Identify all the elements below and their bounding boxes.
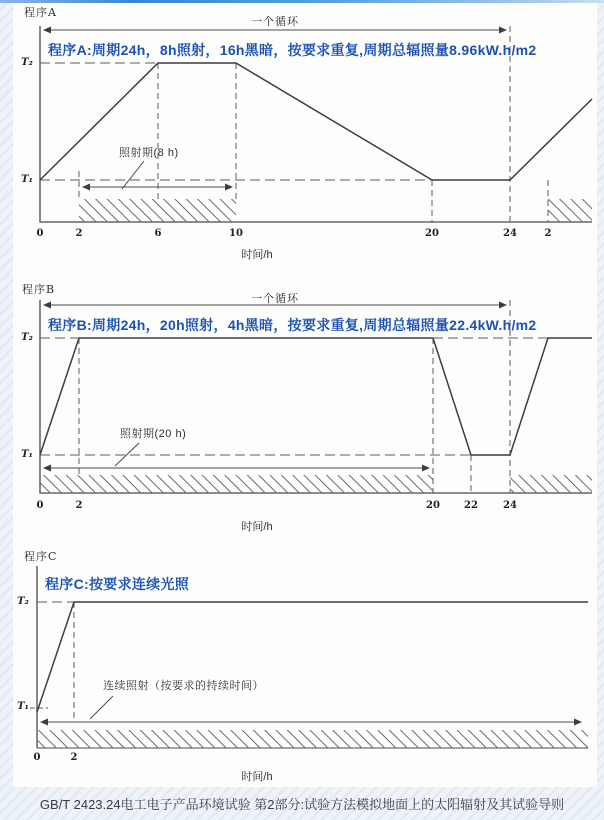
chart-a-irradiation-hatch-1 — [79, 199, 236, 222]
chart-c-tick-2: 2 — [70, 752, 78, 763]
chart-a-tick-24: 24 — [503, 228, 517, 239]
chart-a-t2-label: T₂ — [21, 57, 33, 68]
chart-b-cycle-caption: 一个循环 — [251, 293, 299, 305]
chart-b-x-axis-title: 时间/h — [241, 521, 273, 533]
chart-a-irradiation-hatch-2 — [548, 199, 592, 222]
chart-c-t2-label: T₂ — [17, 596, 29, 607]
chart-a-tick-0: 0 — [36, 228, 44, 239]
chart-b-tick-0: 0 — [36, 500, 44, 511]
chart-a-label-pointer — [122, 161, 144, 189]
chart-b-tick-2: 2 — [75, 500, 83, 511]
program-b-label: 程序B — [22, 283, 56, 296]
chart-b-t2-label: T₂ — [21, 332, 33, 343]
figure-caption: GB/T 2423.24电工电子产品环境试验 第2部分:试验方法模拟地面上的太阳辐射及其试验导则 — [39, 797, 565, 812]
chart-a-tick-2: 2 — [75, 228, 83, 239]
chart-c-x-axis-title: 时间/h — [241, 771, 273, 783]
program-a-label: 程序A — [24, 6, 57, 19]
chart-a-tick-10: 10 — [229, 228, 243, 239]
chart-a-x-axis-title: 时间/h — [241, 249, 273, 261]
chart-a-tick-26: 2 — [544, 228, 552, 239]
chart-b-t1-label: T₁ — [21, 449, 33, 460]
program-b-description: 程序B:周期24h，20h照射，4h黑暗，按要求重复,周期总辐照量22.4kW.h/m2 — [48, 317, 537, 333]
chart-b-tick-20: 20 — [426, 500, 440, 511]
chart-a-tick-20: 20 — [425, 228, 439, 239]
chart-b-irradiation-hatch-2 — [510, 475, 592, 493]
chart-c-irradiation-label: 连续照射（按要求的持续时间） — [103, 680, 264, 692]
chart-a-irradiation-label: 照射期(8 h) — [119, 147, 179, 159]
chart-c-t1-label: T₁ — [17, 701, 29, 712]
chart-c-label-pointer — [90, 696, 113, 719]
chart-a-cycle-caption: 一个循环 — [251, 16, 299, 28]
program-a-description: 程序A:周期24h，8h照射，16h黑暗，按要求重复,周期总辐照量8.96kW.h/m2 — [48, 42, 537, 58]
chart-c-tick-0: 0 — [33, 752, 41, 763]
chart-b-tick-22: 22 — [464, 500, 478, 511]
chart-c-irradiation-hatch — [37, 730, 588, 748]
chart-a-tick-6: 6 — [154, 228, 162, 239]
chart-b-irradiation-label: 照射期(20 h) — [120, 428, 187, 440]
program-c-description: 程序C:按要求连续光照 — [45, 576, 190, 592]
chart-a-t1-label: T₁ — [21, 174, 33, 185]
chart-a-temperature-waveform — [40, 63, 592, 180]
program-c-label: 程序C — [24, 550, 58, 563]
chart-b-irradiation-hatch-1 — [40, 475, 433, 493]
chart-c-temperature-waveform — [37, 602, 588, 712]
chart-b-tick-24: 24 — [503, 500, 517, 511]
